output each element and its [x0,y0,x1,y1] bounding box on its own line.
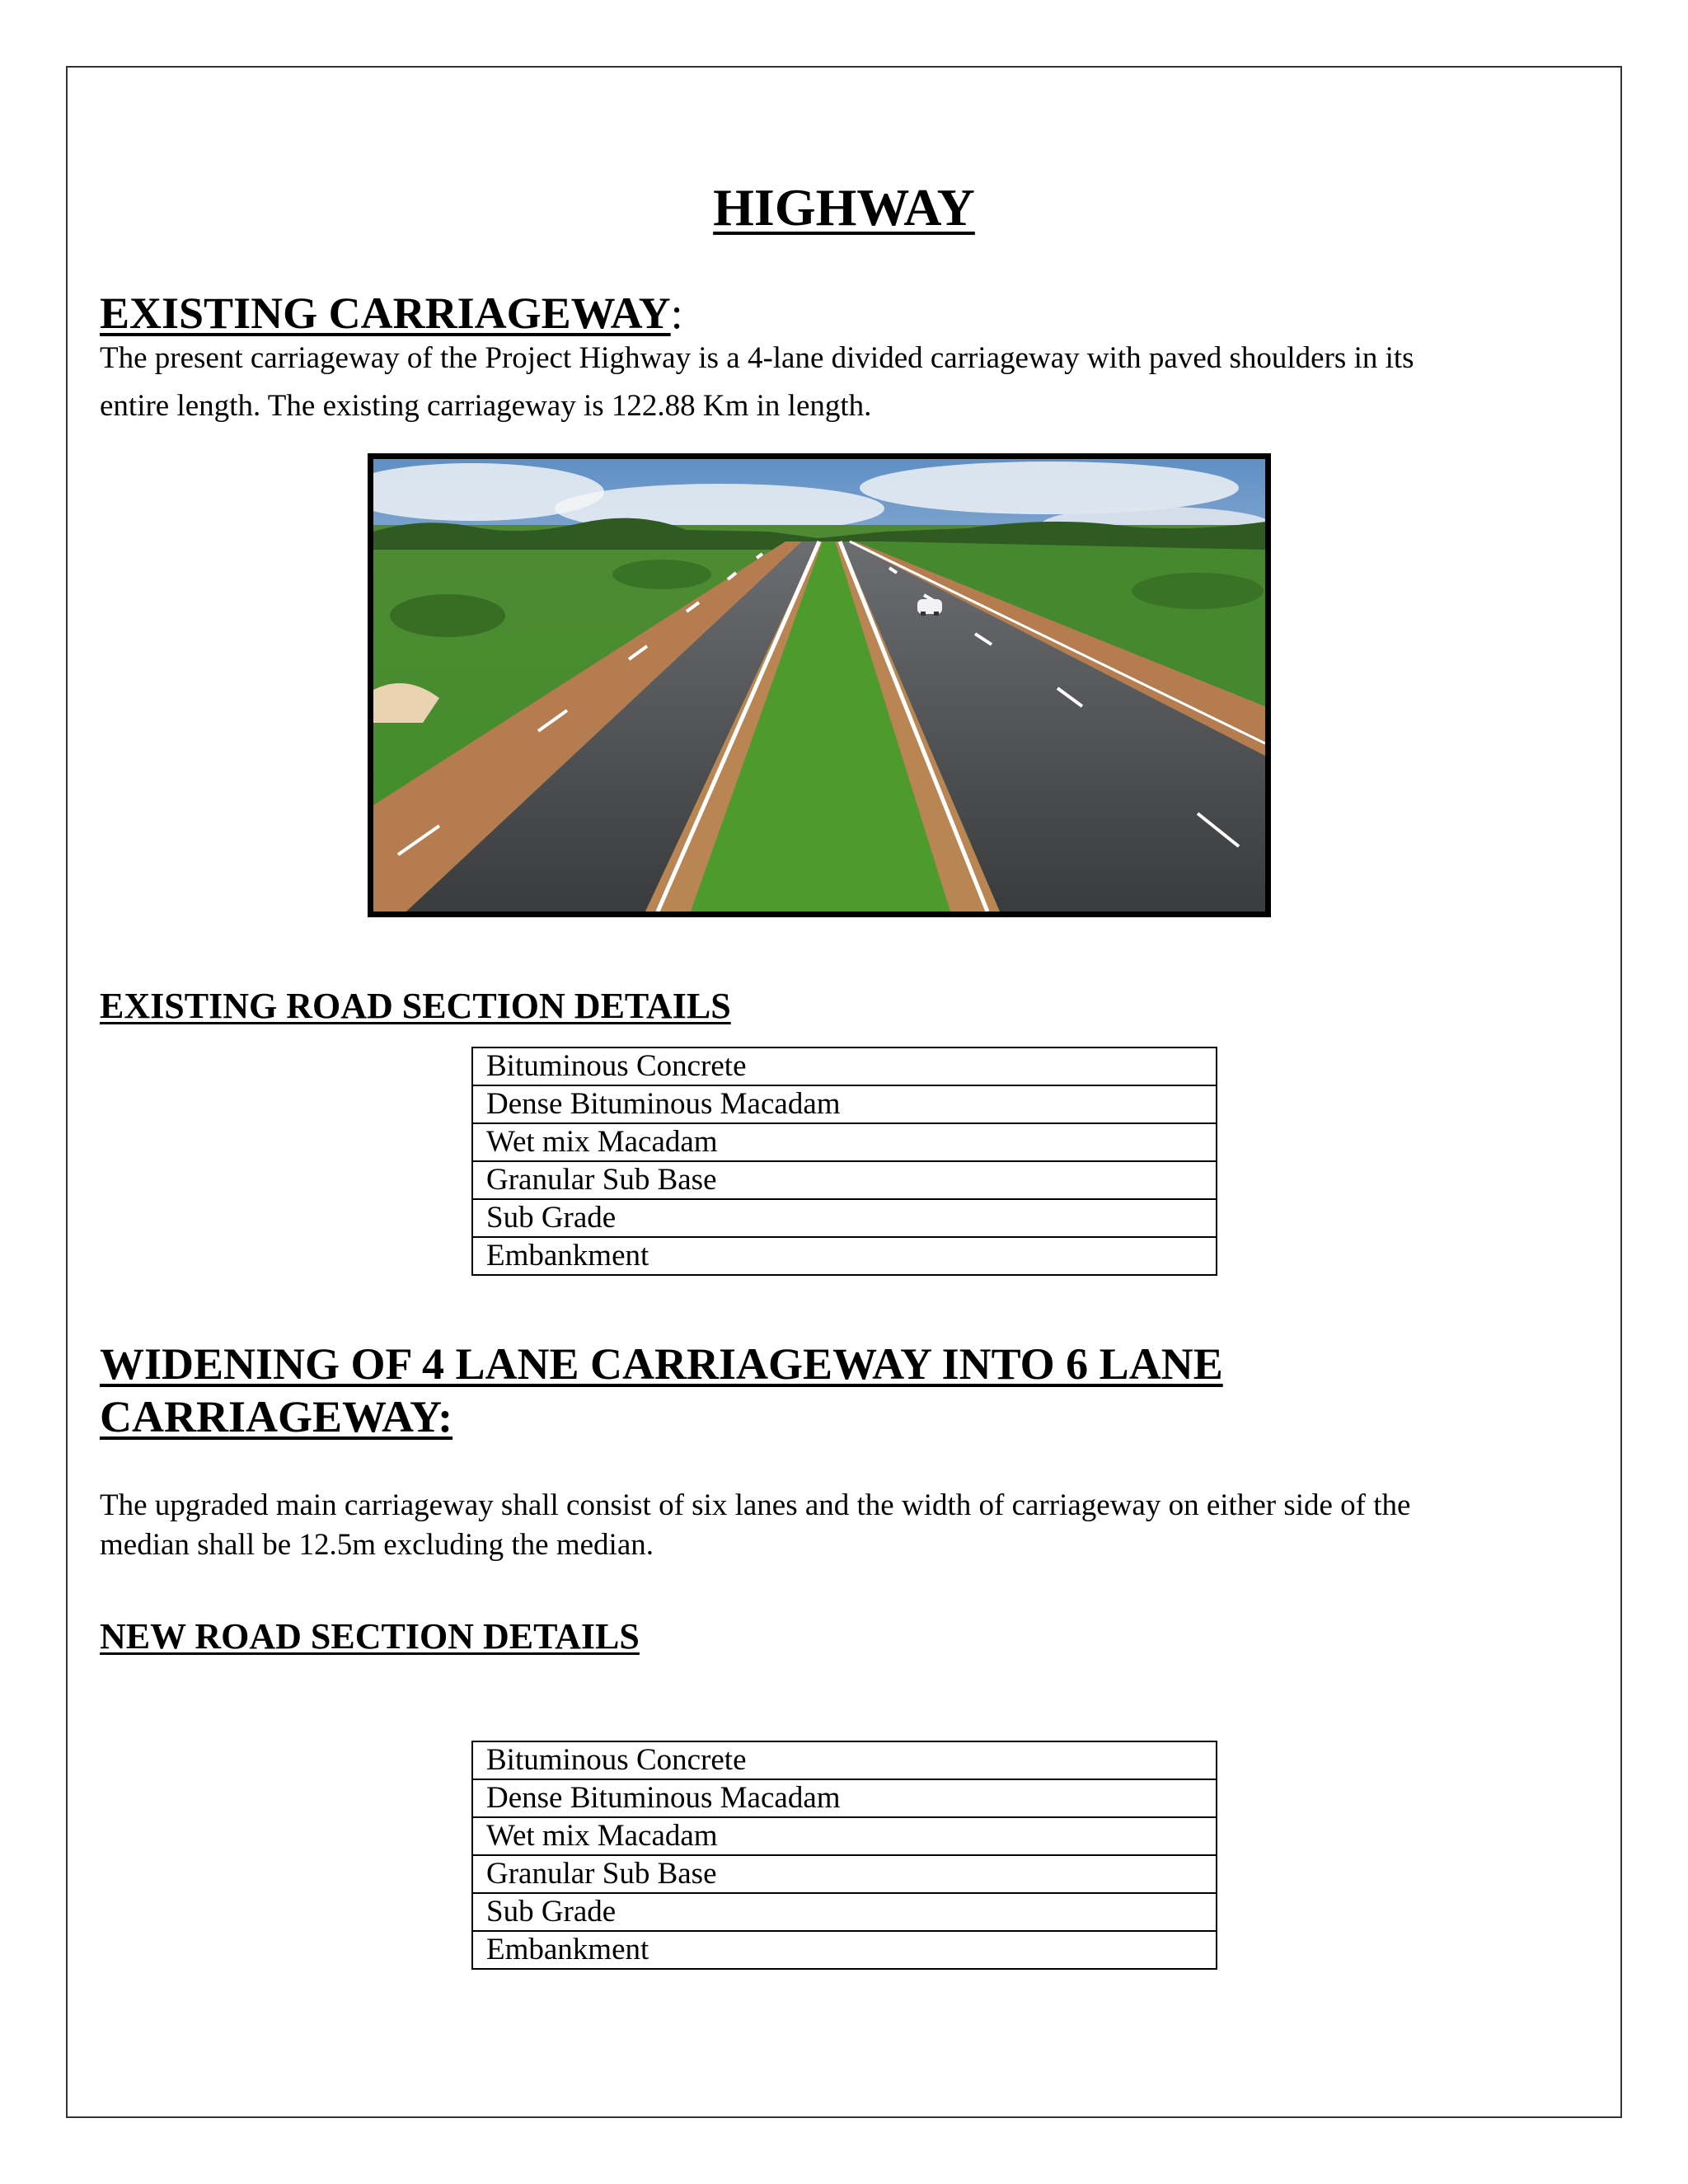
table-row [472,1237,1217,1275]
existing-paragraph-line-2: entire length. The existing carriageway is 122.88 Km in length. [100,389,872,423]
table-row [472,1047,1217,1085]
table-row [472,1199,1217,1237]
table-row [472,1085,1217,1123]
page-title: HIGHWAY [713,178,975,237]
layer-cell: Bituminous Concrete [472,1741,1217,1779]
layer-cell: Wet mix Macadam [472,1123,1217,1161]
widening-paragraph-line-2: median shall be 12.5m excluding the median. [100,1528,654,1562]
existing-road-section-table [471,1047,1217,1276]
widening-heading-line-2: CARRIAGEWAY: [100,1392,453,1441]
widening-heading-line-1: WIDENING OF 4 LANE CARRIAGEWAY INTO 6 LANE [100,1339,1223,1389]
table-row [472,1855,1217,1893]
highway-photo [368,453,1271,917]
table-row [472,1161,1217,1199]
widening-paragraph [100,1486,1567,1565]
existing-paragraph-line-1: The present carriageway of the Project Highway is a 4-lane divided carriageway with paved shoulders in its [100,341,1414,375]
table-row [472,1893,1217,1931]
table-row [472,1779,1217,1817]
layer-cell: Dense Bituminous Macadam [472,1779,1217,1817]
widening-heading [100,1338,1223,1443]
new-road-section-table [471,1741,1217,1970]
heading-colon: : [670,288,683,338]
existing-carriageway-heading-text: EXISTING CARRIAGEWAY [100,288,671,338]
highway-photo-illustration [373,459,1265,912]
existing-road-section-heading: EXISTING ROAD SECTION DETAILS [100,986,731,1026]
layer-cell: Granular Sub Base [472,1161,1217,1199]
table-row [472,1817,1217,1855]
widening-paragraph-line-1: The upgraded main carriageway shall consist of six lanes and the width of carriageway on either side of the [100,1488,1411,1522]
layer-cell: Sub Grade [472,1893,1217,1931]
layer-cell: Dense Bituminous Macadam [472,1085,1217,1123]
layer-cell: Bituminous Concrete [472,1047,1217,1085]
table-row [472,1931,1217,1969]
layer-cell: Granular Sub Base [472,1855,1217,1893]
table-row [472,1123,1217,1161]
existing-carriageway-heading [100,287,683,340]
existing-carriageway-paragraph [100,335,1567,430]
new-road-section-heading: NEW ROAD SECTION DETAILS [100,1616,640,1657]
table-row [472,1741,1217,1779]
layer-cell: Embankment [472,1237,1217,1275]
layer-cell: Sub Grade [472,1199,1217,1237]
layer-cell: Embankment [472,1931,1217,1969]
layer-cell: Wet mix Macadam [472,1817,1217,1855]
